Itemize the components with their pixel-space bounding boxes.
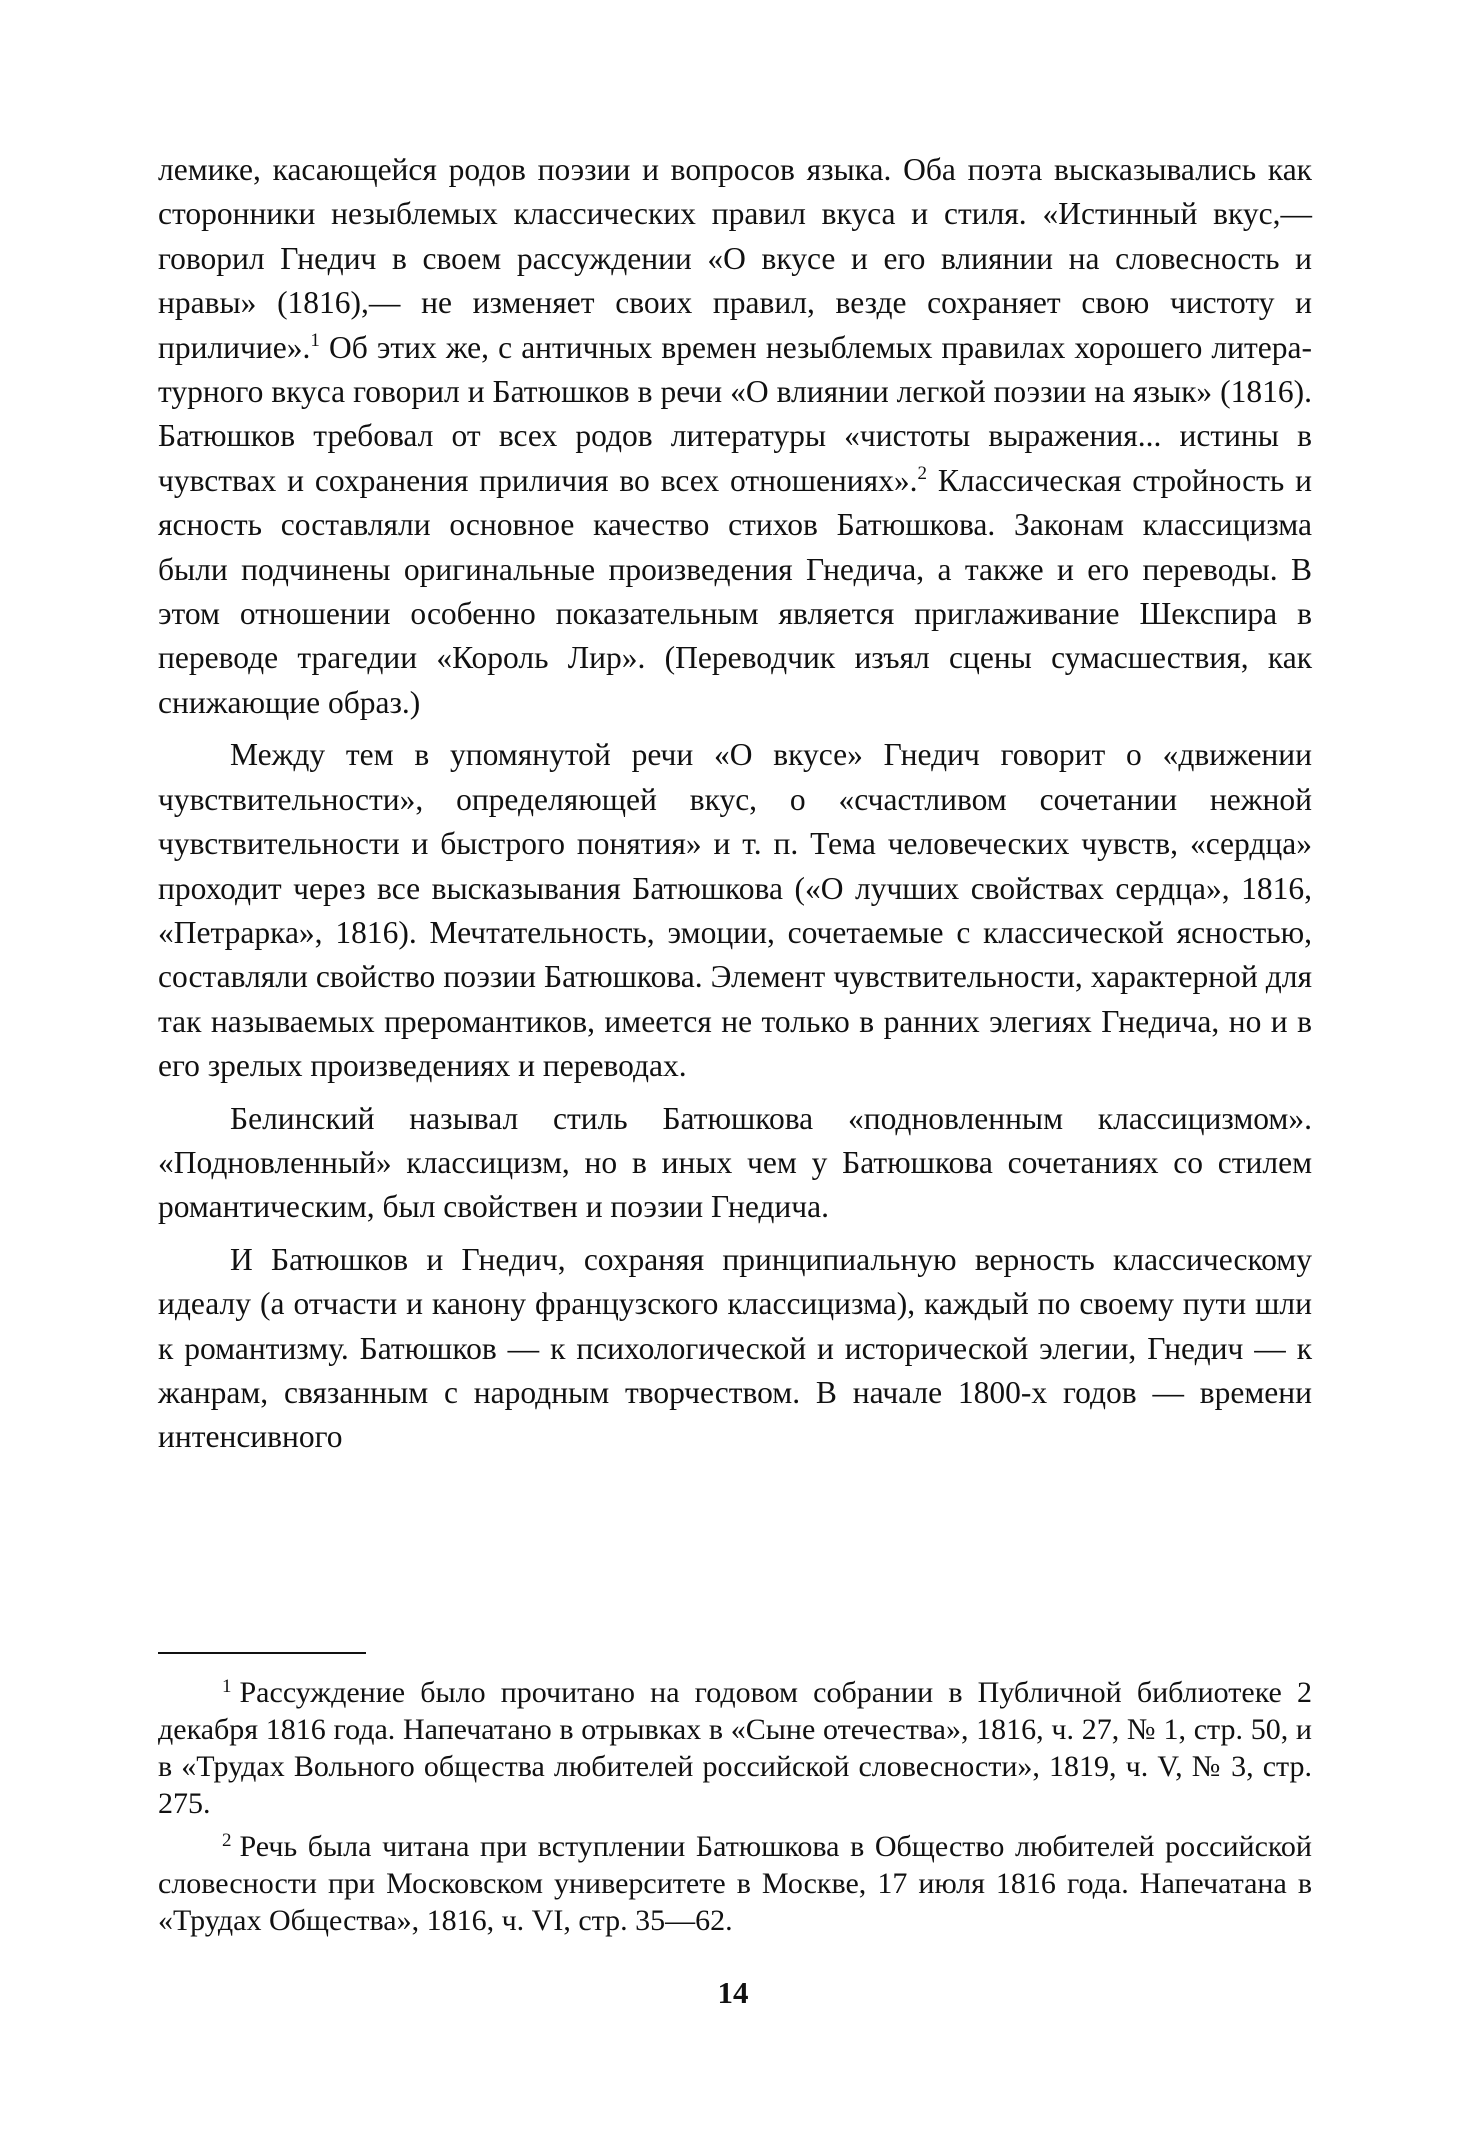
footnote-2-text: Речь была читана при вступлении Батюшкова в Общество любителей российской словесности при Московском университете в Москве, 17 июля 1816 года. Напечатана в «Трудах Общества», 1816, ч. VI, стр. 35—62. <box>158 1830 1312 1937</box>
footnote-ref-1[interactable]: 1 <box>310 329 320 351</box>
footnote-1-mark: 1 <box>222 1676 232 1697</box>
footnote-ref-2[interactable]: 2 <box>917 462 928 484</box>
paragraph-1-part-b: Об этих же, с античных времен незыблемых правилах хорошего литературного вкуса говорил и Батюшков в речи «О влиянии легкой поэзии на язык» (1816). Батюшков требовал от всех родов литературы «чистоты выражения... истины в чувствах и сохранения приличия во всех отношениях». <box>158 329 1312 498</box>
footnote-1 <box>158 1668 1312 1822</box>
paragraph-1-part-a: лемике, касающейся родов поэзии и вопросов языка. Оба поэта высказывались как сторонники незыблемых классических правил вкуса и стиля. «Истинный вкус,— говорил Гнедич в своем рассуждении «О вкусе и его влиянии на словесность и нравы» (1816),— не изменяет своих правил, везде сохраняет свою чистоту и приличие». <box>158 152 1312 365</box>
footnotes <box>158 1668 1312 1939</box>
footnote-2-mark: 2 <box>222 1830 232 1851</box>
paragraph-2: Между тем в упомянутой речи «О вкусе» Гнедич говорит о «движении чувствительности», определяющей вкус, о «счастливом сочетании нежной чувствительности и быстрого понятия» и т. п. Тема человеческих чувств, «сердца» проходит через все высказывания Батюшкова («О лучших свойствах сердца», 1816, «Петрарка», 1816). Мечтательность, эмоции, сочетаемые с классической ясностью, составляли свойство поэзии Батюшкова. Элемент чувствительности, характерной для так называемых преромантиков, имеется не только в ранних элегиях Гнедича, но и в его зрелых произведениях и переводах. <box>158 737 1312 1084</box>
page-number: 14 <box>717 1975 749 2010</box>
footnote-1-text: Рассуждение было прочитано на годовом собрании в Публичной библиотеке 2 декабря 1816 года. Напечатано в отрывках в «Сыне отечества», 1816, ч. 27, № 1, стр. 50, и в «Трудах Вольного общества любителей российской словесности», 1819, ч. V, № 3, стр. 275. <box>158 1676 1312 1820</box>
main-text <box>158 148 1312 1460</box>
paragraph-1-part-c: Классическая стройность и ясность составляли основное качество стихов Батюшкова. Законам классицизма были подчинены оригинальные произведения Гнедича, а также и его переводы. В этом отношении особенно показательным является приглаживание Шекспира в переводе трагедии «Король Лир». (Переводчик изъял сцены сумасшествия, как снижающие образ.) <box>158 462 1312 720</box>
paragraph-4: И Батюшков и Гнедич, сохраняя принципиальную верность классическому идеалу (а отчасти и канону французского классицизма), каждый по своему пути шли к романтизму. Батюшков — к психологической и исторической элегии, Гнедич — к жанрам, связанным с народным творчеством. В начале 1800-х годов — времени интенсивного <box>158 1241 1312 1455</box>
paragraph-1 <box>158 148 1312 725</box>
footnote-2 <box>158 1822 1312 1939</box>
paragraph-3: Белинский называл стиль Батюшкова «подновленным классицизмом». «Подновленный» классицизм, но в иных чем у Батюшкова сочетаниях со стилем романтическим, был свойствен и поэзии Гнедича. <box>158 1100 1312 1225</box>
footnote-separator <box>158 1652 366 1654</box>
